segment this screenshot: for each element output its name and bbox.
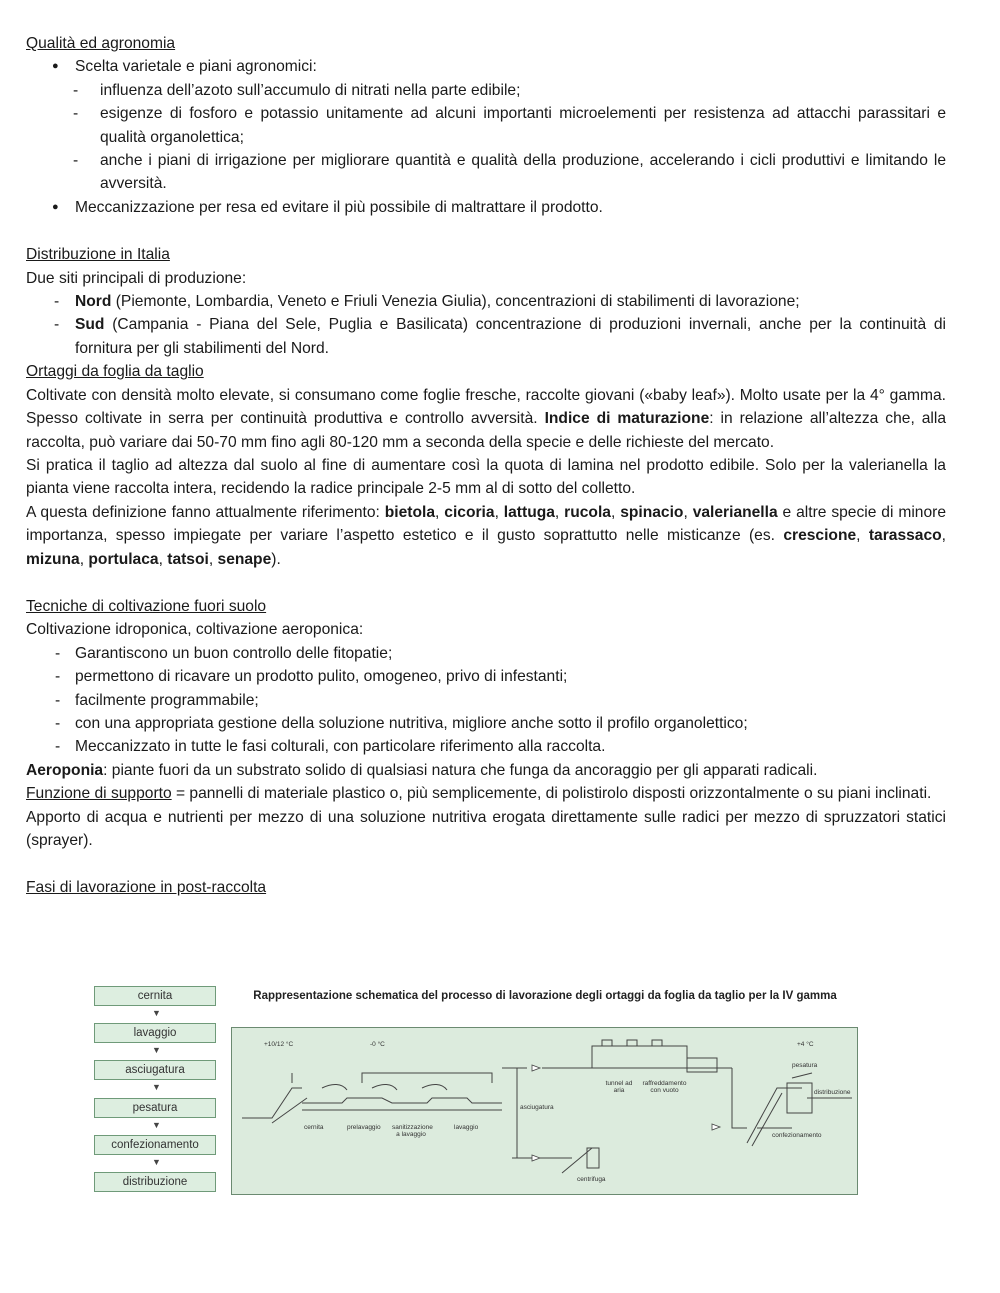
- species: tarassaco: [868, 527, 942, 545]
- schema-label-cernita: cernita: [304, 1124, 324, 1131]
- tecniche-item: - Garantiscono un buon controllo delle fitopatie;: [51, 642, 946, 665]
- list-tecniche: [26, 642, 946, 759]
- species: senape: [217, 550, 272, 568]
- species: rucola: [564, 503, 611, 521]
- ortaggi-p2: Si pratica il taglio ad altezza dal suolo al fine di aumentare così la quota di lamina nel prodotto edibile. Solo per la valerianella la pianta viene raccolta intera, recidendo la radice principale 2-5 mm al di sotto del colletto.: [26, 456, 946, 498]
- nord-label: Nord: [75, 293, 112, 311]
- arrow-down-icon: ▼: [152, 1120, 161, 1130]
- sud-text: (Campania - Piana del Sele, Puglia e Basilicata) concentrazione di produzioni invernali, anche per la continuità di fornitura per gli stabilimenti del Nord.: [75, 316, 946, 357]
- supporto-label: Funzione di supporto: [26, 785, 172, 803]
- tecniche-item: - permettono di ricavare un prodotto pulito, omogeneo, privo di infestanti;: [51, 665, 946, 688]
- dash-item: - esigenze di fosforo e potassio unitamente ad alcuni importanti microelementi per resistenza ad attacchi parassitari e qualità organolettica;: [71, 102, 946, 149]
- temp-label: +4 °C: [797, 1041, 814, 1048]
- dash-item: - influenza dell’azoto sull’accumulo di nitrati nella parte edibile;: [71, 79, 946, 102]
- tecniche-item: - con una appropriata gestione della soluzione nutritiva, migliore anche sotto il profilo organolettico;: [51, 712, 946, 735]
- ortaggi-p1: [26, 384, 946, 454]
- figure-title: Rappresentazione schematica del processo di lavorazione degli ortaggi da foglia da taglio per la IV gamma: [253, 990, 837, 1002]
- step-asciugatura: asciugatura: [94, 1060, 216, 1080]
- species: tatsoi: [167, 550, 209, 568]
- text: : piante fuori da un substrato solido di qualsiasi natura che funga da ancoraggio per gli apparati radicali.: [103, 761, 818, 779]
- species: portulaca: [88, 550, 159, 568]
- sito-nord: [49, 290, 946, 313]
- text: = pannelli di materiale plastico o, più semplicemente, di polistirolo disposti orizzontalmente o su piani inclinati.: [171, 785, 932, 803]
- heading-tecniche: Tecniche di coltivazione fuori suolo: [26, 597, 267, 615]
- arrow-down-icon: ▼: [152, 1082, 161, 1092]
- list-siti: [26, 290, 946, 360]
- schema-label-asciugatura: asciugatura: [520, 1104, 554, 1111]
- tecniche-intro: Coltivazione idroponica, coltivazione aeroponica:: [26, 621, 364, 639]
- tecniche-item: - Meccanizzato in tutte le fasi colturali, con particolare riferimento alla raccolta.: [51, 735, 946, 758]
- schema-label-sanitizzazione: sanitizzazione a lavaggio: [392, 1124, 433, 1138]
- heading-distribuzione: Distribuzione in Italia: [26, 246, 170, 264]
- step-confezionamento: confezionamento: [94, 1135, 216, 1155]
- temp-label: -0 °C: [370, 1041, 385, 1048]
- heading-qualita: Qualità ed agronomia: [26, 35, 176, 52]
- text: e altre specie di minore importanza, spesso impiegate per variare l’aspetto estetico e il gusto soprattutto nelle misticanze (es.: [26, 503, 947, 545]
- ortaggi-p3: A questa definizione fanno attualmente riferimento: bietola, cicoria, lattuga, rucola, spinacio, valerianella e altre specie di minore importanza, spesso impiegate per variare l’aspetto estetico e il gusto soprattutto nelle misticanze (es. crescione, tarassaco, mizuna, portulaca, tatsoi, senape).: [26, 503, 947, 568]
- sito-sud: [49, 313, 946, 360]
- aeroponia-def: [26, 759, 946, 782]
- species: crescione: [783, 527, 857, 545]
- species: valerianella: [692, 503, 778, 521]
- sublist-scelta: [71, 79, 946, 196]
- apporto-text: Apporto di acqua e nutrienti per mezzo di una soluzione nutritiva erogata direttamente sulle radici per mezzo di spruzzatori statici (sprayer).: [26, 808, 946, 849]
- step-pesatura: pesatura: [94, 1098, 216, 1118]
- bullet-meccanizzazione: ● Meccanizzazione per resa ed evitare il più possibile di maltrattare il prodotto.: [48, 196, 946, 219]
- supporto-def: [26, 782, 946, 805]
- process-schematic: [231, 1027, 858, 1195]
- post-harvest-figure: [90, 983, 860, 1198]
- aeroponia-label: Aeroponia: [26, 761, 104, 779]
- distribuzione-intro: Due siti principali di produzione:: [26, 269, 247, 287]
- species: bietola: [384, 503, 436, 521]
- schema-label-prelavaggio: prelavaggio: [347, 1124, 381, 1131]
- schema-label-pesatura: pesatura: [792, 1062, 818, 1069]
- species: lattuga: [503, 503, 555, 521]
- text: A questa definizione fanno attualmente riferimento:: [26, 503, 385, 521]
- step-cernita: cernita: [94, 986, 216, 1006]
- text: Coltivate con densità molto elevate, si consumano come foglie fresche, raccolte giovani («baby leaf»). Molto usate per la 4° gamma. Spesso coltivate in serra per continuità produttiva e controllo avversità.: [26, 386, 946, 428]
- temp-label: +10/12 °C: [264, 1041, 294, 1048]
- schema-label-centrifuga: centrifuga: [577, 1176, 606, 1183]
- bullet-text: Scelta varietale e piani agronomici:: [75, 58, 317, 76]
- schema-label-distribuzione: distribuzione: [814, 1089, 851, 1096]
- species: cicoria: [444, 503, 495, 521]
- step-distribuzione: distribuzione: [94, 1172, 216, 1192]
- indice-maturazione: Indice di maturazione: [544, 410, 710, 428]
- heading-ortaggi: Ortaggi da foglia da taglio: [26, 363, 204, 381]
- species: spinacio: [620, 503, 684, 521]
- schema-label-tunnel: tunnel ad aria: [605, 1080, 633, 1094]
- tecniche-item: - facilmente programmabile;: [51, 689, 946, 712]
- bullet-scelta: [48, 55, 946, 195]
- step-lavaggio: lavaggio: [94, 1023, 216, 1043]
- sud-label: Sud: [75, 316, 105, 334]
- schema-label-raffreddamento: raffreddamento con vuoto: [642, 1080, 687, 1094]
- dash-item: - anche i piani di irrigazione per migliorare quantità e qualità della produzione, accelerando i cicli produttivi e limitando le avversità.: [71, 149, 946, 196]
- schema-label-lavaggio: lavaggio: [454, 1124, 479, 1131]
- text: ).: [271, 550, 281, 568]
- species: mizuna: [26, 550, 80, 568]
- arrow-down-icon: ▼: [152, 1157, 161, 1167]
- nord-text: (Piemonte, Lombardia, Veneto e Friuli Venezia Giulia), concentrazioni di stabilimenti di lavorazione;: [111, 293, 800, 311]
- arrow-down-icon: ▼: [152, 1008, 161, 1018]
- list-qualita: [26, 55, 946, 219]
- document-page: [26, 32, 946, 900]
- heading-fasi: Fasi di lavorazione in post-raccolta: [26, 879, 267, 897]
- text: : in relazione all’altezza che, alla raccolta, può variare dai 50-70 mm fino agli 80-120 mm a seconda della specie e delle richieste del mercato.: [26, 410, 947, 451]
- schema-label-confezionamento: confezionamento: [772, 1132, 822, 1139]
- arrow-down-icon: ▼: [152, 1045, 161, 1055]
